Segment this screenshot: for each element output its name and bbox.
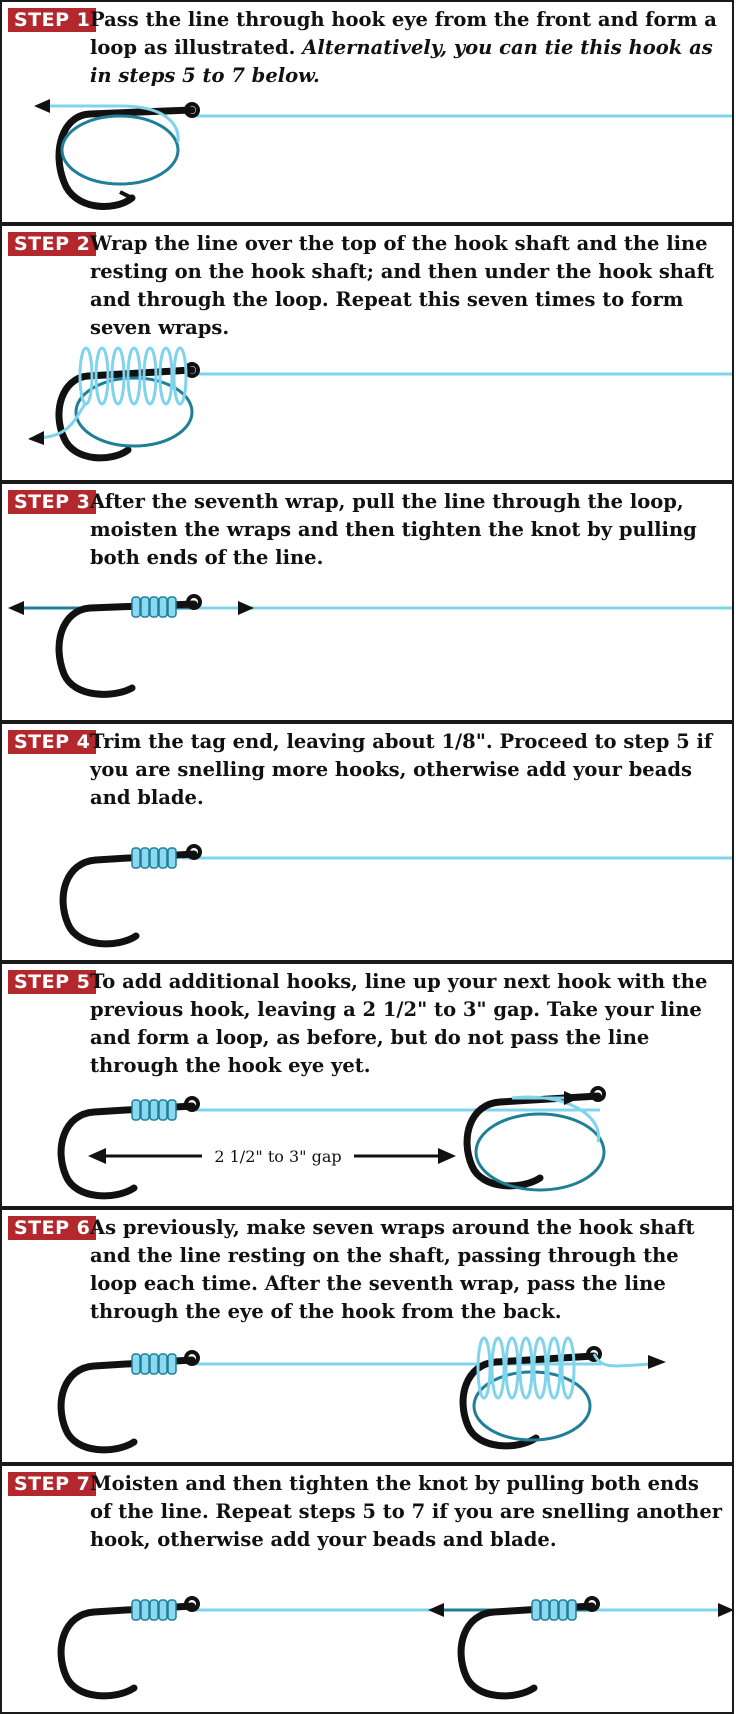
arrow-left-icon: [88, 1148, 106, 1164]
tightened-wraps: [132, 597, 176, 617]
step-1-panel: [0, 0, 734, 224]
second-hook-icon: [461, 1598, 598, 1696]
tightened-wraps: [132, 848, 176, 868]
hook-icon: [61, 1598, 198, 1696]
arrow-left-icon: [428, 1603, 444, 1617]
arrow-left-icon: [34, 99, 50, 113]
step-7-badge: STEP 7: [8, 1472, 96, 1496]
step-2-text: Wrap the line over the top of the hook shaft and the line resting on the hook shaft; and then under the hook shaft and through the loop. Repeat this seven times to form seven wraps.: [90, 232, 714, 339]
step-5-badge: STEP 5: [8, 970, 96, 994]
step-4-text: Trim the tag end, leaving about 1/8". Proceed to step 5 if you are snelling more hooks, otherwise add your beads and blade.: [90, 730, 713, 809]
arrow-right-icon: [718, 1603, 734, 1617]
arrow-right-icon: [648, 1355, 666, 1369]
step-7-panel: [0, 1464, 734, 1714]
step-6-badge: STEP 6: [8, 1216, 96, 1240]
step-4-panel: [0, 722, 734, 962]
step-6-text: As previously, make seven wraps around the hook shaft and the line resting on the shaft, passing through the loop each time. After the seventh wrap, pass the line through the eye of the hook from the back.: [90, 1216, 695, 1323]
arrow-left-icon: [28, 431, 44, 445]
step-2-badge: STEP 2: [8, 232, 96, 256]
step-7-illustration: [2, 1466, 734, 1712]
step-3-text: After the seventh wrap, pull the line through the loop, moisten the wraps and then tighten the knot by pulling both ends of the line.: [90, 490, 697, 569]
arrow-right-icon: [438, 1148, 456, 1164]
step-6-panel: [0, 1208, 734, 1464]
step-1-badge: STEP 1: [8, 8, 96, 32]
tightened-wraps: [132, 1354, 176, 1374]
step-2-panel: [0, 224, 734, 482]
step-4-badge: STEP 4: [8, 730, 96, 754]
gap-label: 2 1/2" to 3" gap: [214, 1147, 342, 1166]
arrow-right-icon: [564, 1091, 580, 1105]
step-4-illustration: [2, 724, 734, 960]
second-tightened-wraps: [532, 1600, 576, 1620]
step-6-illustration: [2, 1210, 734, 1462]
tightened-wraps: [132, 1600, 176, 1620]
step-7-text: Moisten and then tighten the knot by pulling both ends of the line. Repeat steps 5 to 7 if you are snelling another hook, otherwise add your beads and blade.: [90, 1472, 722, 1551]
arrow-right-icon: [238, 601, 254, 615]
tag-end: [594, 1354, 652, 1366]
step-1-illustration: [2, 2, 734, 222]
step-2-illustration: [2, 226, 734, 480]
step-3-badge: STEP 3: [8, 490, 96, 514]
line-loop: [62, 116, 178, 184]
tightened-wraps: [132, 1100, 176, 1120]
hook-icon: [61, 1352, 198, 1450]
arrow-left-icon: [8, 601, 24, 615]
step-1-instruction: Pass the line through hook eye from the front and form a loop as illustrated.: [90, 8, 717, 59]
step-5-illustration: [2, 964, 734, 1206]
step-1-alternative: Alternatively, you can tie this hook as in steps 5 to 7 below.: [90, 36, 713, 87]
second-hook-icon: [467, 1088, 604, 1186]
hook-icon: [61, 1098, 198, 1196]
step-5-text: To add additional hooks, line up your next hook with the previous hook, leaving a 2 1/2" to 3" gap. Take your line and form a loop, as before, but do not pass the line through the hook eye yet.: [90, 970, 708, 1077]
step-3-illustration: [2, 484, 734, 720]
hook-icon: [59, 596, 200, 694]
step-5-panel: [0, 962, 734, 1208]
step-3-panel: [0, 482, 734, 722]
wraps: [478, 1338, 574, 1398]
